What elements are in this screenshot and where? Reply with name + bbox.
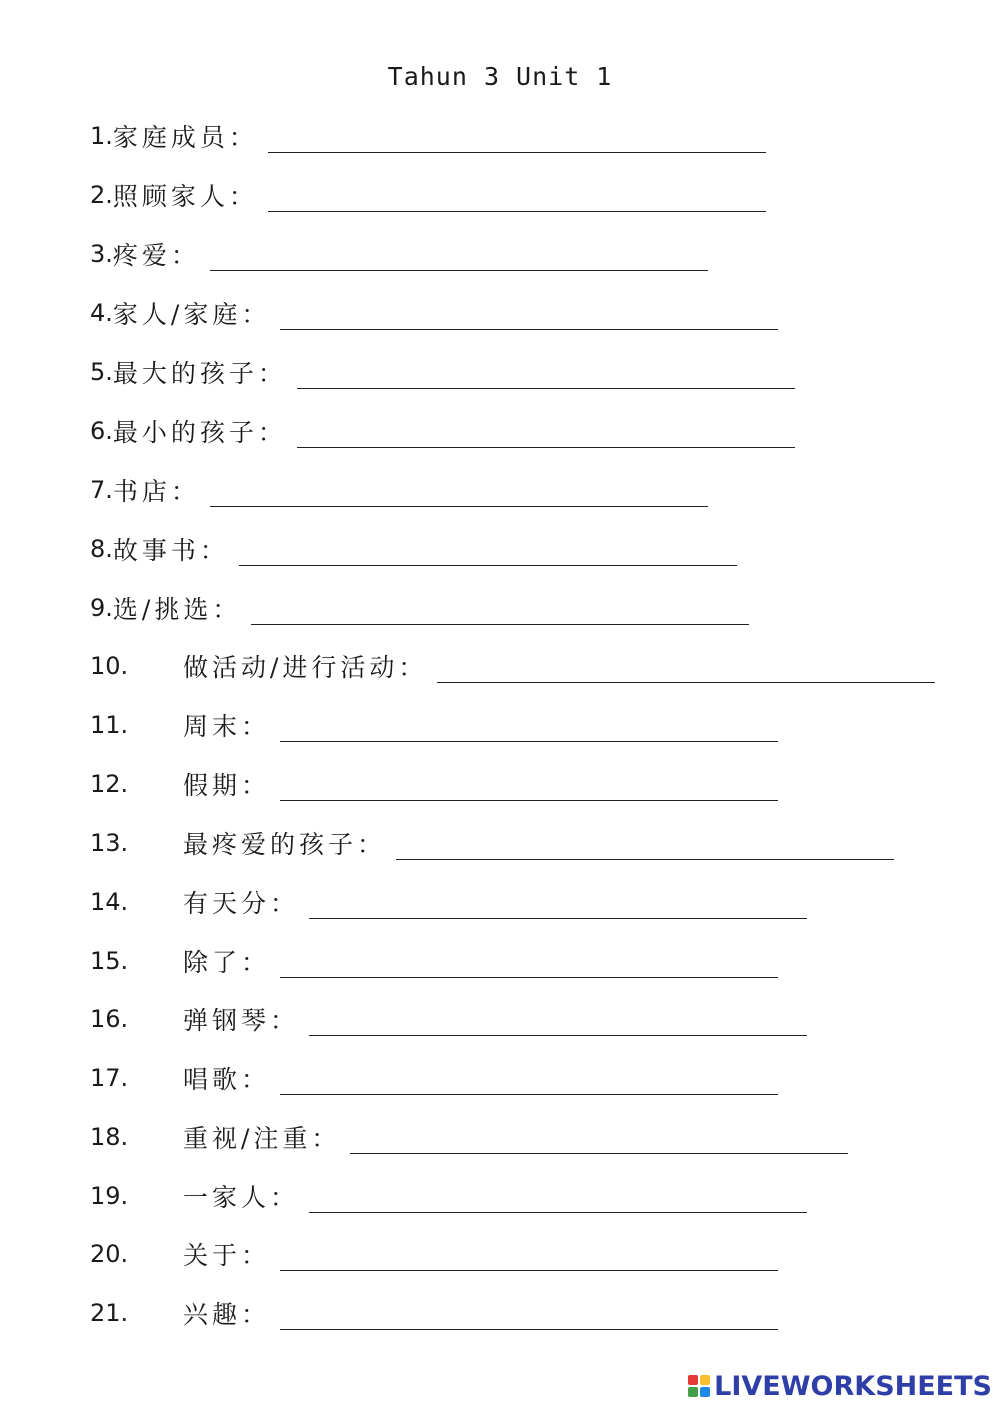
item-number: 6. [90,417,113,445]
answer-line-2[interactable] [268,179,766,212]
item-number: 8. [90,535,113,563]
item-term: 疼爱： [112,241,200,270]
item-row-21 [90,1293,778,1333]
answer-line-19[interactable] [309,1180,807,1213]
item-term: 假期： [183,771,271,800]
item-number: 1. [90,122,113,150]
logo-text: LIVEWORKSHEETS [714,1370,992,1402]
item-number: 9. [90,594,113,622]
item-number: 15. [90,947,129,975]
item-term: 故事书： [112,536,229,565]
item-term: 做活动/进行活动： [183,653,428,682]
item-row-12 [90,764,778,804]
answer-line-9[interactable] [251,592,749,625]
logo-squares-icon [688,1375,710,1397]
item-number: 2. [90,181,113,209]
item-row-13 [90,823,894,863]
item-row-17 [90,1058,778,1098]
item-row-5 [90,352,795,392]
item-row-15 [90,941,778,981]
item-term: 兴趣： [183,1300,271,1329]
answer-line-4[interactable] [280,297,778,330]
item-row-4 [90,293,778,333]
item-row-14 [90,882,807,922]
answer-line-8[interactable] [239,533,737,566]
answer-line-12[interactable] [280,768,778,801]
item-number: 18. [90,1123,129,1151]
item-row-19 [90,1176,807,1216]
item-term: 最小的孩子： [112,418,287,447]
item-term: 关于： [183,1241,271,1270]
item-number: 10. [90,652,129,680]
item-term: 最疼爱的孩子： [183,830,387,859]
item-row-3 [90,234,708,274]
item-number: 4. [90,299,113,327]
item-number: 7. [90,476,113,504]
item-number: 21. [90,1299,129,1327]
item-term: 家人/家庭： [112,300,271,329]
item-number: 13. [90,829,129,857]
item-term: 选/挑选： [112,595,242,624]
item-term: 周末： [183,712,271,741]
item-row-18 [90,1117,848,1157]
answer-line-11[interactable] [280,709,778,742]
answer-line-21[interactable] [280,1297,778,1330]
item-term: 书店： [112,477,200,506]
answer-line-7[interactable] [210,474,708,507]
item-term: 照顾家人： [112,182,258,211]
answer-line-5[interactable] [297,356,795,389]
answer-line-17[interactable] [280,1062,778,1095]
item-term: 家庭成员： [112,123,258,152]
item-term: 弹钢琴： [183,1006,300,1035]
item-number: 20. [90,1240,129,1268]
item-term: 一家人： [183,1183,300,1212]
item-row-11 [90,705,778,745]
answer-line-1[interactable] [268,120,766,153]
item-row-10 [90,646,935,686]
liveworksheets-logo [688,1371,992,1401]
item-term: 唱歌： [183,1065,271,1094]
item-term: 重视/注重： [183,1124,341,1153]
answer-line-3[interactable] [210,238,708,271]
item-number: 11. [90,711,129,739]
item-row-8 [90,529,737,569]
item-number: 19. [90,1182,129,1210]
answer-line-20[interactable] [280,1238,778,1271]
item-row-6 [90,411,795,451]
item-number: 12. [90,770,129,798]
item-number: 17. [90,1064,129,1092]
answer-line-6[interactable] [297,415,795,448]
answer-line-16[interactable] [309,1003,807,1036]
item-row-1 [90,116,766,156]
answer-line-10[interactable] [437,650,935,683]
item-number: 5. [90,358,113,386]
item-row-7 [90,470,708,510]
item-term: 最大的孩子： [112,359,287,388]
item-number: 14. [90,888,129,916]
answer-line-14[interactable] [309,886,807,919]
item-number: 16. [90,1005,129,1033]
item-row-2 [90,175,766,215]
item-number: 3. [90,240,113,268]
item-term: 除了： [183,948,271,977]
item-row-20 [90,1234,778,1274]
answer-line-13[interactable] [396,827,894,860]
worksheet-title: Tahun 3 Unit 1 [387,62,613,91]
item-term: 有天分： [183,889,300,918]
item-row-16 [90,999,807,1039]
item-row-9 [90,588,749,628]
answer-line-18[interactable] [350,1121,848,1154]
answer-line-15[interactable] [280,945,778,978]
